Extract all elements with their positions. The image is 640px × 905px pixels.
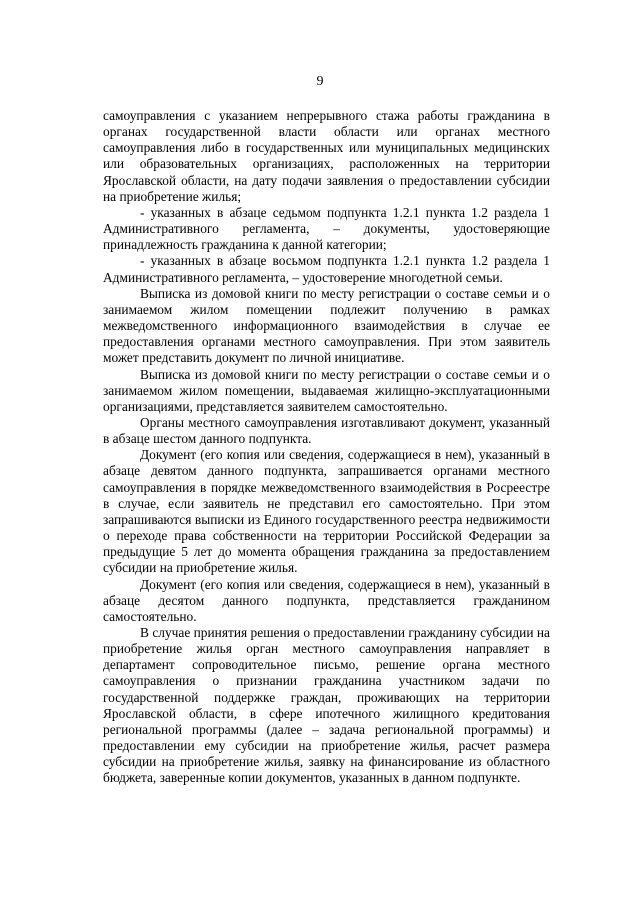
paragraph: Выписка из домовой книги по месту регистрации о составе семьи и о занимаемом жилом помещении, выдаваемая жилищно-эксплуатационными организациями, представляется заявителем самостоятельно. <box>103 366 550 414</box>
page-number: 9 <box>316 74 324 89</box>
paragraph: Документ (его копия или сведения, содержащиеся в нем), указанный в абзаце девятом данного подпункта, запрашивается органами местного самоуправления в порядке межведомственного взаимодействия в Росреестре в случае, если заявитель не представил его самостоятельно. При этом запрашиваются выписки из Единого государственного реестра недвижимости о переходе права собственности на территории Российской Федерации за предыдущие 5 лет до момента обращения гражданина за предоставлением субсидии на приобретение жилья. <box>103 447 550 576</box>
paragraph-continuation: самоуправления с указанием непрерывного стажа работы гражданина в органах государственной власти области или органах местного самоуправления либо в государственных или муниципальных медицинских или образовательных организациях, расположенных на территории Ярославской области, на дату подачи заявления о предоставлении субсидии на приобретение жилья; <box>103 108 550 204</box>
paragraph: Органы местного самоуправления изготавливают документ, указанный в абзаце шестом данного подпункта. <box>103 414 550 447</box>
paragraph-list-item: - указанных в абзаце седьмом подпункта 1.2.1 пункта 1.2 раздела 1 Административного регламента, – документы, удостоверяющие принадлежность гражданина к данной категории; <box>103 204 550 253</box>
paragraph: В случае принятия решения о предоставлении гражданину субсидии на приобретение жилья орган местного самоуправления направляет в департамент сопроводительное письмо, решение органа местного самоуправления о признании гражданина участником задачи по государственной поддержке граждан, проживающих на территории Ярославской области, в сфере ипотечного жилищного кредитования региональной программы (далее – задача региональной программы) и предоставлении ему субсидии на приобретение жилья, расчет размера субсидии на приобретение жилья, заявку на финансирование из областного бюджета, заверенные копии документов, указанных в данном подпункте. <box>103 625 550 786</box>
paragraph: Выписка из домовой книги по месту регистрации о составе семьи и о занимаемом жилом помещении подлежит получению в рамках межведомственного информационного взаимодействия в случае ее предоставления органами местного самоуправления. При этом заявитель может представить документ по личной инициативе. <box>103 285 550 366</box>
paragraph-list-item: - указанных в абзаце восьмом подпункта 1.2.1 пункта 1.2 раздела 1 Административного регламента, – удостоверение многодетной семьи. <box>103 253 550 285</box>
document-body <box>103 108 550 787</box>
paragraph: Документ (его копия или сведения, содержащиеся в нем), указанный в абзаце десятом данного подпункта, представляется гражданином самостоятельно. <box>103 576 550 624</box>
